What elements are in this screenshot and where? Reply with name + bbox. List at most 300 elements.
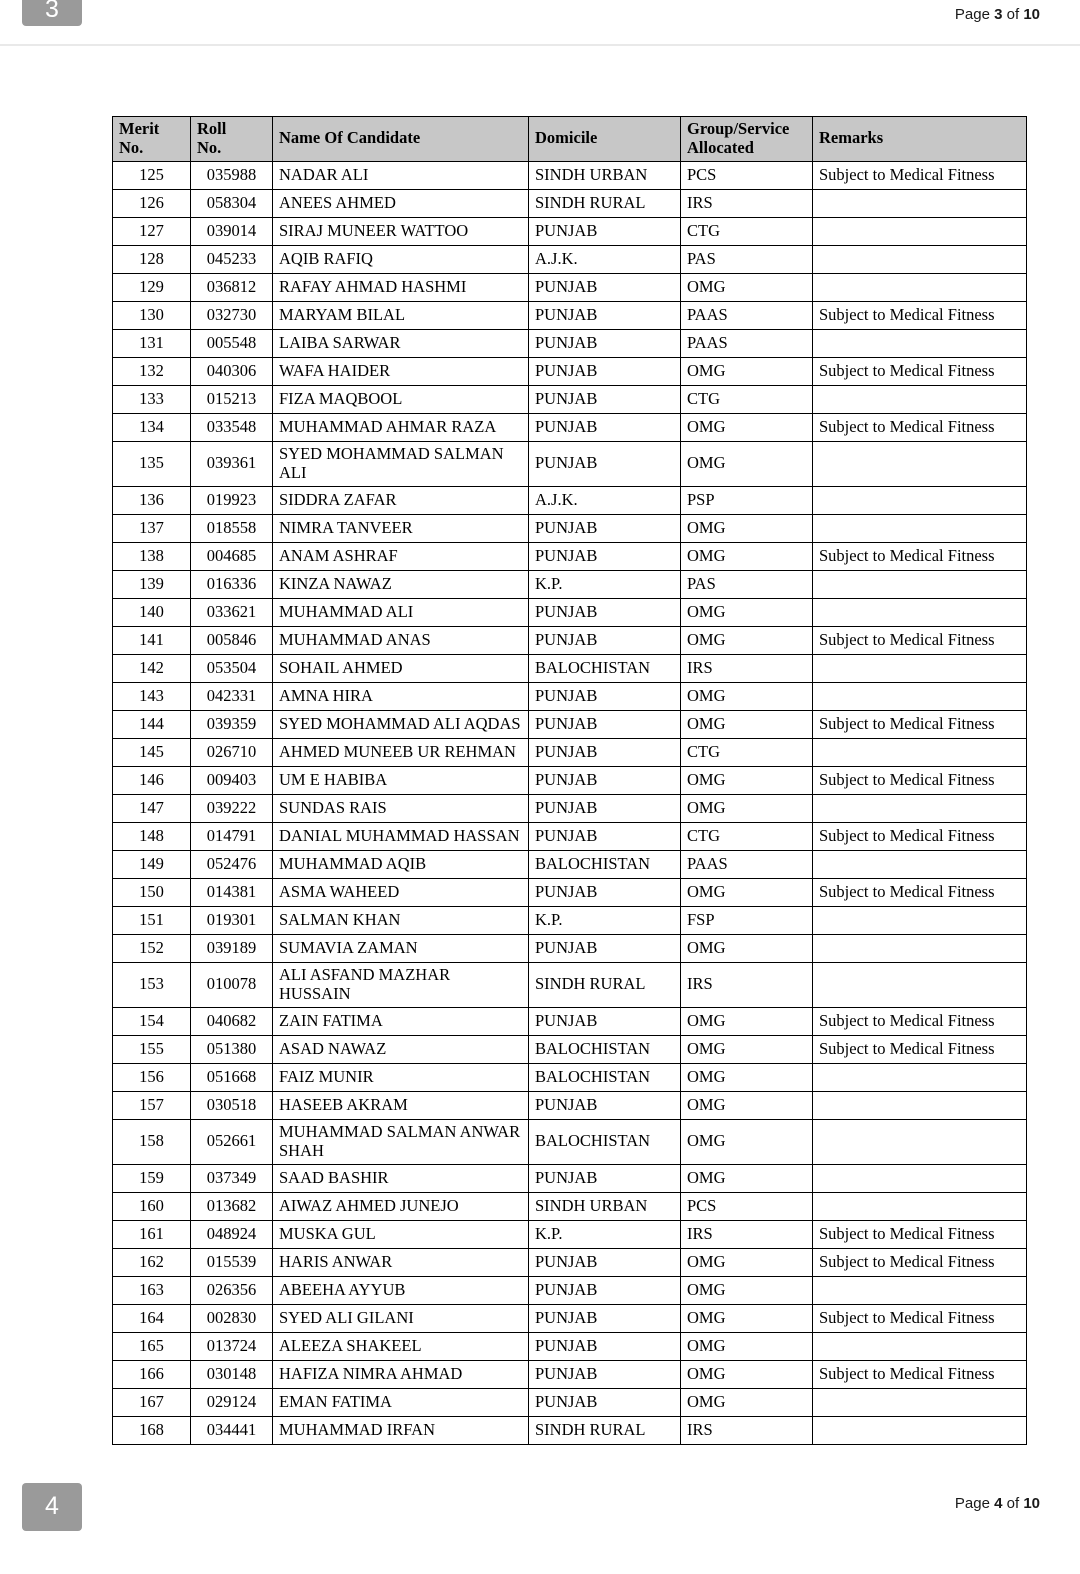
cell-roll-no: 032730 xyxy=(191,301,273,329)
cell-roll-no: 002830 xyxy=(191,1304,273,1332)
cell-candidate-name: MUHAMMAD AQIB xyxy=(273,850,529,878)
merit-header-line1: Merit xyxy=(119,119,160,138)
table-row xyxy=(113,1091,1027,1119)
cell-merit-no: 144 xyxy=(113,710,191,738)
table-row xyxy=(113,1360,1027,1388)
cell-merit-no: 154 xyxy=(113,1007,191,1035)
cell-domicile: K.P. xyxy=(529,1220,681,1248)
cell-remarks xyxy=(813,1332,1027,1360)
cell-roll-no: 026356 xyxy=(191,1276,273,1304)
cell-candidate-name: UM E HABIBA xyxy=(273,766,529,794)
cell-remarks xyxy=(813,598,1027,626)
cell-merit-no: 137 xyxy=(113,514,191,542)
cell-group-service: IRS xyxy=(681,654,813,682)
cell-group-service: OMG xyxy=(681,766,813,794)
cell-group-service: OMG xyxy=(681,1035,813,1063)
cell-candidate-name: MUHAMMAD ALI xyxy=(273,598,529,626)
cell-roll-no: 037349 xyxy=(191,1164,273,1192)
cell-candidate-name: FIZA MAQBOOL xyxy=(273,385,529,413)
page-indicator-total-bottom: 10 xyxy=(1023,1494,1040,1512)
cell-group-service: OMG xyxy=(681,357,813,385)
cell-merit-no: 139 xyxy=(113,570,191,598)
cell-remarks xyxy=(813,217,1027,245)
cell-candidate-name: SYED ALI GILANI xyxy=(273,1304,529,1332)
cell-remarks xyxy=(813,273,1027,301)
cell-merit-no: 162 xyxy=(113,1248,191,1276)
page-footer xyxy=(0,1465,1080,1555)
table-row xyxy=(113,766,1027,794)
cell-remarks: Subject to Medical Fitness xyxy=(813,1360,1027,1388)
cell-domicile: PUNJAB xyxy=(529,598,681,626)
cell-candidate-name: HARIS ANWAR xyxy=(273,1248,529,1276)
cell-roll-no: 004685 xyxy=(191,542,273,570)
cell-roll-no: 005846 xyxy=(191,626,273,654)
table-row xyxy=(113,598,1027,626)
roll-header-line2: No. xyxy=(197,137,222,157)
cell-remarks xyxy=(813,514,1027,542)
cell-roll-no: 033621 xyxy=(191,598,273,626)
cell-group-service: IRS xyxy=(681,189,813,217)
cell-roll-no: 030518 xyxy=(191,1091,273,1119)
cell-merit-no: 153 xyxy=(113,962,191,1007)
cell-group-service: PAAS xyxy=(681,329,813,357)
table-row xyxy=(113,245,1027,273)
cell-merit-no: 138 xyxy=(113,542,191,570)
cell-roll-no: 052661 xyxy=(191,1119,273,1164)
table-row xyxy=(113,794,1027,822)
cell-domicile: A.J.K. xyxy=(529,245,681,273)
cell-merit-no: 151 xyxy=(113,906,191,934)
cell-domicile: BALOCHISTAN xyxy=(529,1119,681,1164)
cell-domicile: K.P. xyxy=(529,570,681,598)
cell-merit-no: 131 xyxy=(113,329,191,357)
cell-group-service: OMG xyxy=(681,626,813,654)
cell-merit-no: 156 xyxy=(113,1063,191,1091)
page-indicator-prefix-bottom: Page xyxy=(954,1494,995,1512)
cell-candidate-name: AQIB RAFIQ xyxy=(273,245,529,273)
roll-header-line1: Roll xyxy=(197,119,227,138)
cell-merit-no: 168 xyxy=(113,1416,191,1444)
cell-domicile: PUNJAB xyxy=(529,385,681,413)
cell-group-service: PAAS xyxy=(681,850,813,878)
cell-merit-no: 146 xyxy=(113,766,191,794)
cell-candidate-name: KINZA NAWAZ xyxy=(273,570,529,598)
page-indicator-current: 3 xyxy=(994,6,1003,23)
table-row xyxy=(113,1164,1027,1192)
cell-remarks xyxy=(813,1119,1027,1164)
cell-roll-no: 039222 xyxy=(191,794,273,822)
cell-candidate-name: SALMAN KHAN xyxy=(273,906,529,934)
cell-merit-no: 166 xyxy=(113,1360,191,1388)
table-row xyxy=(113,161,1027,189)
cell-domicile: PUNJAB xyxy=(529,682,681,710)
cell-remarks xyxy=(813,794,1027,822)
cell-merit-no: 157 xyxy=(113,1091,191,1119)
cell-remarks xyxy=(813,385,1027,413)
cell-domicile: PUNJAB xyxy=(529,1304,681,1332)
table-row xyxy=(113,413,1027,441)
page-indicator-bottom xyxy=(955,1495,1040,1512)
table-row xyxy=(113,822,1027,850)
cell-merit-no: 126 xyxy=(113,189,191,217)
cell-remarks xyxy=(813,189,1027,217)
cell-group-service: OMG xyxy=(681,1063,813,1091)
cell-remarks xyxy=(813,1091,1027,1119)
cell-domicile: PUNJAB xyxy=(529,1091,681,1119)
cell-roll-no: 039189 xyxy=(191,934,273,962)
cell-group-service: OMG xyxy=(681,1091,813,1119)
cell-remarks xyxy=(813,850,1027,878)
cell-roll-no: 013724 xyxy=(191,1332,273,1360)
cell-roll-no: 058304 xyxy=(191,189,273,217)
cell-domicile: PUNJAB xyxy=(529,738,681,766)
cell-merit-no: 129 xyxy=(113,273,191,301)
cell-remarks: Subject to Medical Fitness xyxy=(813,357,1027,385)
cell-remarks xyxy=(813,682,1027,710)
cell-candidate-name: NADAR ALI xyxy=(273,161,529,189)
cell-remarks xyxy=(813,906,1027,934)
cell-group-service: OMG xyxy=(681,878,813,906)
cell-candidate-name: FAIZ MUNIR xyxy=(273,1063,529,1091)
cell-merit-no: 155 xyxy=(113,1035,191,1063)
cell-roll-no: 014381 xyxy=(191,878,273,906)
cell-remarks: Subject to Medical Fitness xyxy=(813,822,1027,850)
cell-roll-no: 042331 xyxy=(191,682,273,710)
results-table-container xyxy=(112,116,1026,1445)
cell-merit-no: 163 xyxy=(113,1276,191,1304)
cell-merit-no: 159 xyxy=(113,1164,191,1192)
table-row xyxy=(113,542,1027,570)
cell-candidate-name: MUHAMMAD ANAS xyxy=(273,626,529,654)
cell-candidate-name: LAIBA SARWAR xyxy=(273,329,529,357)
cell-merit-no: 167 xyxy=(113,1388,191,1416)
cell-candidate-name: ABEEHA AYYUB xyxy=(273,1276,529,1304)
cell-group-service: CTG xyxy=(681,217,813,245)
table-row xyxy=(113,906,1027,934)
cell-group-service: OMG xyxy=(681,413,813,441)
table-row xyxy=(113,570,1027,598)
cell-remarks: Subject to Medical Fitness xyxy=(813,1035,1027,1063)
cell-domicile: PUNJAB xyxy=(529,878,681,906)
table-header-row xyxy=(113,117,1027,162)
cell-candidate-name: ASMA WAHEED xyxy=(273,878,529,906)
column-header-name: Name Of Candidate xyxy=(273,117,529,162)
cell-roll-no: 053504 xyxy=(191,654,273,682)
cell-group-service: OMG xyxy=(681,598,813,626)
cell-candidate-name: MUHAMMAD IRFAN xyxy=(273,1416,529,1444)
table-row xyxy=(113,1332,1027,1360)
cell-merit-no: 145 xyxy=(113,738,191,766)
page-indicator-current-bottom: 4 xyxy=(994,1494,1003,1512)
cell-group-service: PAS xyxy=(681,570,813,598)
cell-merit-no: 136 xyxy=(113,486,191,514)
cell-merit-no: 134 xyxy=(113,413,191,441)
table-row xyxy=(113,385,1027,413)
cell-remarks xyxy=(813,962,1027,1007)
cell-remarks xyxy=(813,1388,1027,1416)
cell-domicile: PUNJAB xyxy=(529,514,681,542)
cell-domicile: PUNJAB xyxy=(529,1360,681,1388)
cell-roll-no: 015213 xyxy=(191,385,273,413)
cell-roll-no: 039014 xyxy=(191,217,273,245)
cell-roll-no: 034441 xyxy=(191,1416,273,1444)
cell-domicile: PUNJAB xyxy=(529,413,681,441)
page-indicator-top xyxy=(955,6,1040,23)
table-row xyxy=(113,357,1027,385)
column-header-remarks: Remarks xyxy=(813,117,1027,162)
table-row xyxy=(113,273,1027,301)
cell-roll-no: 018558 xyxy=(191,514,273,542)
cell-candidate-name: SUNDAS RAIS xyxy=(273,794,529,822)
cell-merit-no: 160 xyxy=(113,1192,191,1220)
cell-merit-no: 148 xyxy=(113,822,191,850)
cell-candidate-name: SYED MOHAMMAD SALMAN ALI xyxy=(273,441,529,486)
cell-roll-no: 026710 xyxy=(191,738,273,766)
page-indicator-mid-bottom: of xyxy=(1002,1494,1024,1512)
cell-merit-no: 141 xyxy=(113,626,191,654)
table-row xyxy=(113,850,1027,878)
cell-domicile: PUNJAB xyxy=(529,822,681,850)
cell-domicile: SINDH URBAN xyxy=(529,1192,681,1220)
table-row xyxy=(113,1007,1027,1035)
results-table xyxy=(112,116,1027,1445)
cell-merit-no: 164 xyxy=(113,1304,191,1332)
cell-group-service: IRS xyxy=(681,962,813,1007)
table-row xyxy=(113,1220,1027,1248)
table-row xyxy=(113,329,1027,357)
cell-roll-no: 019301 xyxy=(191,906,273,934)
table-row xyxy=(113,934,1027,962)
cell-candidate-name: SIDDRA ZAFAR xyxy=(273,486,529,514)
cell-merit-no: 130 xyxy=(113,301,191,329)
cell-roll-no: 019923 xyxy=(191,486,273,514)
cell-domicile: PUNJAB xyxy=(529,1248,681,1276)
cell-group-service: PCS xyxy=(681,161,813,189)
merit-header-line2: No. xyxy=(119,137,144,157)
cell-domicile: PUNJAB xyxy=(529,710,681,738)
table-row xyxy=(113,1416,1027,1444)
cell-roll-no: 009403 xyxy=(191,766,273,794)
cell-candidate-name: NIMRA TANVEER xyxy=(273,514,529,542)
cell-candidate-name: WAFA HAIDER xyxy=(273,357,529,385)
cell-remarks xyxy=(813,486,1027,514)
page-indicator-mid: of xyxy=(1002,6,1024,23)
cell-group-service: OMG xyxy=(681,1164,813,1192)
cell-roll-no: 005548 xyxy=(191,329,273,357)
cell-candidate-name: SUMAVIA ZAMAN xyxy=(273,934,529,962)
cell-merit-no: 128 xyxy=(113,245,191,273)
cell-group-service: OMG xyxy=(681,273,813,301)
cell-roll-no: 036812 xyxy=(191,273,273,301)
cell-merit-no: 135 xyxy=(113,441,191,486)
cell-domicile: PUNJAB xyxy=(529,934,681,962)
cell-remarks: Subject to Medical Fitness xyxy=(813,710,1027,738)
cell-roll-no: 016336 xyxy=(191,570,273,598)
cell-roll-no: 045233 xyxy=(191,245,273,273)
cell-candidate-name: SIRAJ MUNEER WATTOO xyxy=(273,217,529,245)
cell-candidate-name: AHMED MUNEEB UR REHMAN xyxy=(273,738,529,766)
cell-group-service: OMG xyxy=(681,710,813,738)
table-row xyxy=(113,1304,1027,1332)
cell-candidate-name: EMAN FATIMA xyxy=(273,1388,529,1416)
cell-roll-no: 030148 xyxy=(191,1360,273,1388)
cell-candidate-name: ANEES AHMED xyxy=(273,189,529,217)
cell-domicile: PUNJAB xyxy=(529,1332,681,1360)
cell-roll-no: 014791 xyxy=(191,822,273,850)
page-indicator-total: 10 xyxy=(1023,6,1040,23)
cell-roll-no: 015539 xyxy=(191,1248,273,1276)
table-row xyxy=(113,626,1027,654)
cell-candidate-name: MUSKA GUL xyxy=(273,1220,529,1248)
cell-domicile: PUNJAB xyxy=(529,301,681,329)
cell-roll-no: 051380 xyxy=(191,1035,273,1063)
cell-remarks: Subject to Medical Fitness xyxy=(813,413,1027,441)
cell-candidate-name: HASEEB AKRAM xyxy=(273,1091,529,1119)
cell-roll-no: 029124 xyxy=(191,1388,273,1416)
table-row xyxy=(113,1119,1027,1164)
cell-merit-no: 132 xyxy=(113,357,191,385)
column-header-domicile: Domicile xyxy=(529,117,681,162)
table-row xyxy=(113,1248,1027,1276)
cell-domicile: A.J.K. xyxy=(529,486,681,514)
cell-candidate-name: SOHAIL AHMED xyxy=(273,654,529,682)
cell-group-service: PAAS xyxy=(681,301,813,329)
table-row xyxy=(113,1063,1027,1091)
cell-remarks: Subject to Medical Fitness xyxy=(813,161,1027,189)
cell-remarks xyxy=(813,1192,1027,1220)
table-row xyxy=(113,1276,1027,1304)
table-row xyxy=(113,301,1027,329)
cell-roll-no: 040306 xyxy=(191,357,273,385)
cell-remarks xyxy=(813,329,1027,357)
cell-candidate-name: ALEEZA SHAKEEL xyxy=(273,1332,529,1360)
page-number-tab-top: 3 xyxy=(22,0,82,26)
cell-remarks: Subject to Medical Fitness xyxy=(813,878,1027,906)
cell-remarks xyxy=(813,245,1027,273)
cell-remarks xyxy=(813,570,1027,598)
group-header-line1: Group/Service xyxy=(687,119,790,138)
page-number-tab-bottom: 4 xyxy=(22,1483,82,1531)
cell-group-service: PSP xyxy=(681,486,813,514)
table-row xyxy=(113,738,1027,766)
cell-merit-no: 143 xyxy=(113,682,191,710)
cell-roll-no: 052476 xyxy=(191,850,273,878)
cell-remarks xyxy=(813,1164,1027,1192)
cell-group-service: OMG xyxy=(681,682,813,710)
cell-domicile: PUNJAB xyxy=(529,273,681,301)
cell-remarks: Subject to Medical Fitness xyxy=(813,766,1027,794)
cell-remarks: Subject to Medical Fitness xyxy=(813,1007,1027,1035)
cell-group-service: OMG xyxy=(681,441,813,486)
table-row xyxy=(113,962,1027,1007)
cell-remarks xyxy=(813,441,1027,486)
cell-merit-no: 150 xyxy=(113,878,191,906)
column-header-merit-no xyxy=(113,117,191,162)
cell-merit-no: 140 xyxy=(113,598,191,626)
cell-merit-no: 161 xyxy=(113,1220,191,1248)
cell-domicile: PUNJAB xyxy=(529,1164,681,1192)
cell-group-service: OMG xyxy=(681,1360,813,1388)
table-row xyxy=(113,189,1027,217)
cell-domicile: PUNJAB xyxy=(529,329,681,357)
cell-candidate-name: AMNA HIRA xyxy=(273,682,529,710)
table-body xyxy=(113,161,1027,1444)
cell-roll-no: 010078 xyxy=(191,962,273,1007)
cell-domicile: PUNJAB xyxy=(529,441,681,486)
cell-candidate-name: ZAIN FATIMA xyxy=(273,1007,529,1035)
cell-candidate-name: MARYAM BILAL xyxy=(273,301,529,329)
cell-roll-no: 048924 xyxy=(191,1220,273,1248)
cell-domicile: SINDH RURAL xyxy=(529,962,681,1007)
table-row xyxy=(113,1192,1027,1220)
table-header xyxy=(113,117,1027,162)
cell-group-service: OMG xyxy=(681,794,813,822)
cell-domicile: K.P. xyxy=(529,906,681,934)
cell-group-service: OMG xyxy=(681,1119,813,1164)
cell-remarks: Subject to Medical Fitness xyxy=(813,1248,1027,1276)
cell-remarks xyxy=(813,654,1027,682)
cell-group-service: OMG xyxy=(681,1332,813,1360)
cell-remarks: Subject to Medical Fitness xyxy=(813,1220,1027,1248)
cell-group-service: PCS xyxy=(681,1192,813,1220)
cell-group-service: PAS xyxy=(681,245,813,273)
cell-group-service: OMG xyxy=(681,934,813,962)
cell-merit-no: 133 xyxy=(113,385,191,413)
cell-remarks: Subject to Medical Fitness xyxy=(813,626,1027,654)
group-header-line2: Allocated xyxy=(687,137,754,157)
cell-domicile: PUNJAB xyxy=(529,542,681,570)
cell-remarks: Subject to Medical Fitness xyxy=(813,1304,1027,1332)
cell-group-service: OMG xyxy=(681,542,813,570)
cell-domicile: BALOCHISTAN xyxy=(529,850,681,878)
cell-group-service: OMG xyxy=(681,1388,813,1416)
cell-domicile: PUNJAB xyxy=(529,357,681,385)
cell-group-service: IRS xyxy=(681,1220,813,1248)
cell-roll-no: 039361 xyxy=(191,441,273,486)
cell-candidate-name: DANIAL MUHAMMAD HASSAN xyxy=(273,822,529,850)
cell-merit-no: 125 xyxy=(113,161,191,189)
cell-domicile: PUNJAB xyxy=(529,217,681,245)
cell-candidate-name: SYED MOHAMMAD ALI AQDAS xyxy=(273,710,529,738)
table-row xyxy=(113,486,1027,514)
cell-group-service: OMG xyxy=(681,1304,813,1332)
cell-domicile: PUNJAB xyxy=(529,1388,681,1416)
cell-remarks xyxy=(813,934,1027,962)
cell-group-service: CTG xyxy=(681,738,813,766)
cell-domicile: BALOCHISTAN xyxy=(529,1063,681,1091)
table-row xyxy=(113,878,1027,906)
cell-roll-no: 035988 xyxy=(191,161,273,189)
cell-remarks xyxy=(813,1416,1027,1444)
cell-merit-no: 127 xyxy=(113,217,191,245)
table-row xyxy=(113,217,1027,245)
table-row xyxy=(113,441,1027,486)
cell-group-service: OMG xyxy=(681,1248,813,1276)
cell-group-service: FSP xyxy=(681,906,813,934)
cell-domicile: PUNJAB xyxy=(529,794,681,822)
cell-roll-no: 051668 xyxy=(191,1063,273,1091)
cell-candidate-name: MUHAMMAD AHMAR RAZA xyxy=(273,413,529,441)
page-header xyxy=(0,0,1080,46)
table-row xyxy=(113,682,1027,710)
cell-group-service: OMG xyxy=(681,514,813,542)
cell-candidate-name: MUHAMMAD SALMAN ANWAR SHAH xyxy=(273,1119,529,1164)
cell-merit-no: 149 xyxy=(113,850,191,878)
cell-merit-no: 152 xyxy=(113,934,191,962)
cell-domicile: SINDH RURAL xyxy=(529,1416,681,1444)
column-header-roll-no xyxy=(191,117,273,162)
cell-domicile: SINDH RURAL xyxy=(529,189,681,217)
